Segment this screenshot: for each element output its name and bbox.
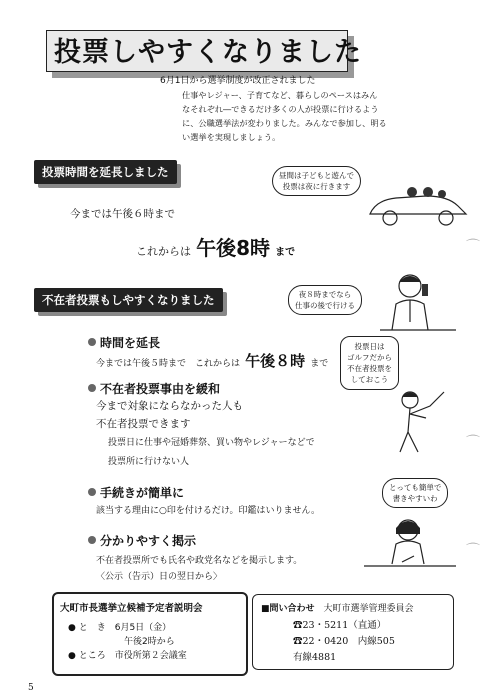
reasons-line-2: 不在者投票できます <box>96 418 191 430</box>
bullet-dot <box>88 488 96 496</box>
contact-header <box>261 601 414 614</box>
briefing-where <box>68 648 187 661</box>
intro-line: い選挙を実現しましょう。 <box>182 132 281 142</box>
binding-mark: ⌒ <box>466 543 480 559</box>
section-heading-absentee: 不在者投票もしやすくなりました <box>34 288 223 312</box>
contact-wired-line: 有線4881 <box>293 652 337 663</box>
bubble-line: しておこう <box>350 375 389 384</box>
voting-hours-before: 今までは午後６時まで <box>70 208 175 220</box>
binding-mark: ⌒ <box>466 435 480 451</box>
bullet-heading-display <box>88 532 196 549</box>
intro-line: に、公職選挙法が変わりました。みんなで参加し、明る <box>182 118 387 128</box>
time-suffix: まで <box>310 359 329 369</box>
speech-bubble-golfer <box>340 336 399 390</box>
when-label: ● と き <box>68 623 106 633</box>
bullet-heading-text: 分かりやすく掲示 <box>100 534 197 548</box>
bullet-dot <box>88 384 96 392</box>
contact-org: 大町市選挙管理委員会 <box>323 604 414 614</box>
bullet-heading-time <box>88 334 160 351</box>
bullet-dot <box>88 338 96 346</box>
intro-line: 仕事やレジャー、子育てなど、暮らしのペースはみん <box>182 90 378 100</box>
bullet-time-line <box>96 350 328 371</box>
bubble-line: 昼間は子どもと遊んで <box>279 171 354 180</box>
speech-bubble-writer <box>382 478 448 508</box>
briefing-session-box <box>52 592 248 676</box>
section-heading-voting-hours: 投票時間を延長しました <box>34 160 177 184</box>
bubble-line: 書きやすいわ <box>392 494 438 503</box>
family-car-illustration <box>366 180 470 228</box>
after-suffix: まで <box>275 247 296 258</box>
contact-tel-extension: ☎22・0420 内線505 <box>293 636 395 647</box>
bubble-line: 投票日は <box>354 342 385 351</box>
page-subtitle: 6月1日から選挙制度が改正されました <box>160 76 316 86</box>
after-prefix: これからは <box>136 245 191 258</box>
when-time: 午後2時から <box>124 637 175 647</box>
reasons-line-3: 投票日に仕事や冠婚葬祭、買い物やレジャーなどで <box>108 438 315 448</box>
bubble-line: 夜８時までなら <box>298 290 352 299</box>
time-big: 午後８時 <box>245 352 306 370</box>
contact-label: ■問い合わせ <box>261 604 315 614</box>
when-value: 6月5日（金） <box>114 623 172 633</box>
businessman-phone-illustration <box>378 270 458 332</box>
contact-box <box>252 594 454 670</box>
woman-writing-illustration <box>362 516 458 574</box>
reasons-line-1: 今まで対象にならなかった人も <box>96 400 243 412</box>
bullet-heading-text: 手続きが簡単に <box>100 486 185 500</box>
bullet-heading-procedure <box>88 484 184 501</box>
golfer-illustration <box>380 388 450 456</box>
speech-bubble-worker <box>288 285 362 315</box>
bubble-line: とっても簡単で <box>389 483 442 492</box>
where-label: ● ところ <box>68 651 106 661</box>
page-title: 投票しやすくなりました <box>54 37 362 68</box>
display-line-1: 不在者投票所でも氏名や政党名などを掲示します。 <box>96 556 303 566</box>
binding-mark: ⌒ <box>466 239 480 255</box>
briefing-when <box>68 620 171 633</box>
voting-hours-after <box>136 232 295 261</box>
time-prefix: 今までは午後５時まで これからは <box>96 359 241 369</box>
intro-paragraph <box>182 88 454 144</box>
bullet-dot <box>88 536 96 544</box>
after-big-time: 午後8時 <box>196 236 271 260</box>
bubble-line: 仕事の後で行ける <box>295 301 355 310</box>
contact-tel-direct: ☎23・5211（直通） <box>293 620 387 631</box>
intro-line: なそれぞれ―できるだけ多くの人が投票に行けるよう <box>182 104 379 114</box>
display-line-2: 〈公示（告示）日の翌日から〉 <box>96 572 223 582</box>
bubble-line: 投票は夜に行きます <box>282 182 351 191</box>
bullet-heading-text: 時間を延長 <box>100 336 161 350</box>
where-value: 市役所第２会議室 <box>114 651 187 661</box>
reasons-line-4: 投票所に行けない人 <box>108 457 190 467</box>
bullet-heading-reasons <box>88 380 220 397</box>
bullet-heading-text: 不在者投票事由を緩和 <box>100 382 221 396</box>
briefing-title: 大町市長選挙立候補予定者説明会 <box>60 603 203 614</box>
bubble-line: ゴルフだから <box>347 353 392 362</box>
bubble-line: 不在者投票を <box>347 364 392 373</box>
page-number: 5 <box>28 683 34 693</box>
speech-bubble-family <box>272 166 361 196</box>
procedure-line: 該当する理由に○印を付けるだけ。印鑑はいりません。 <box>96 506 321 516</box>
